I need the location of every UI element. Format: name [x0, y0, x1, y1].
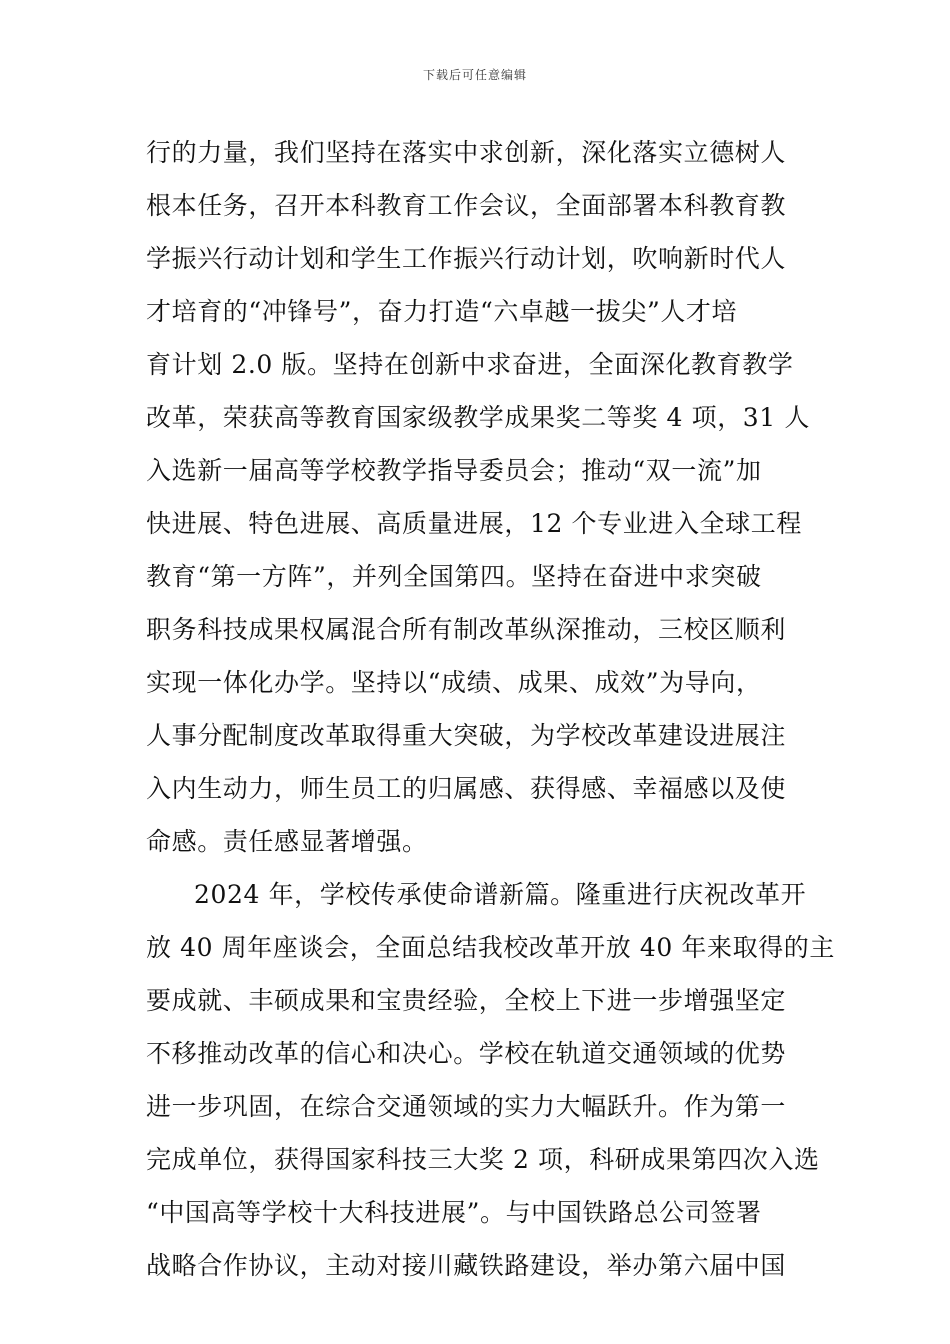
text-line: 实现一体化办学。坚持以“成绩、成果、成效”为导向，: [146, 668, 762, 697]
text-line: 职务科技成果权属混合所有制改革纵深推动，三校区顺利: [146, 615, 787, 644]
text-line: 不移推动改革的信心和决心。学校在轨道交通领域的优势: [146, 1039, 787, 1068]
document-body: [146, 126, 836, 1292]
text-line: 根本任务，召开本科教育工作会议，全面部署本科教育教: [146, 191, 787, 220]
text-line: 行的力量，我们坚持在落实中求创新，深化落实立德树人: [146, 138, 787, 167]
text-line: 完成单位，获得国家科技三大奖 2 项，科研成果第四次入选: [146, 1145, 820, 1174]
text-line: 入内生动力，师生员工的归属感、获得感、幸福感以及使: [146, 774, 787, 803]
text-line: “中国高等学校十大科技进展”。与中国铁路总公司签署: [146, 1198, 762, 1227]
paragraph-2: [146, 868, 836, 1292]
text-line: 战略合作协议，主动对接川藏铁路建设，举办第六届中国: [146, 1251, 787, 1280]
text-line: 放 40 周年座谈会，全面总结我校改革开放 40 年来取得的主: [146, 933, 836, 962]
text-line: 改革，荣获高等教育国家级教学成果奖二等奖 4 项，31 人: [146, 403, 810, 432]
paragraph-1: [146, 126, 812, 868]
text-line: 快进展、特色进展、高质量进展，12 个专业进入全球工程: [146, 509, 802, 538]
text-line: 进一步巩固，在综合交通领域的实力大幅跃升。作为第一: [146, 1092, 787, 1121]
text-line: 要成就、丰硕成果和宝贵经验，全校上下进一步增强坚定: [146, 986, 787, 1015]
text-line: 2024 年，学校传承使命谱新篇。隆重进行庆祝改革开: [194, 880, 807, 909]
text-line: 学振兴行动计划和学生工作振兴行动计划，吹响新时代人: [146, 244, 787, 273]
page-header-note: 下载后可任意编辑: [422, 68, 527, 82]
text-line: 教育“第一方阵”，并列全国第四。坚持在奋进中求突破: [146, 562, 762, 591]
text-line: 才培育的“冲锋号”，奋力打造“六卓越一拔尖”人才培: [146, 297, 738, 326]
text-line: 育计划 2.0 版。坚持在创新中求奋进，全面深化教育教学: [146, 350, 794, 379]
text-line: 入选新一届高等学校教学指导委员会；推动“双一流”加: [146, 456, 762, 485]
text-line: 人事分配制度改革取得重大突破，为学校改革建设进展注: [146, 721, 787, 750]
text-line: 命感。责任感显著增强。: [146, 827, 428, 856]
